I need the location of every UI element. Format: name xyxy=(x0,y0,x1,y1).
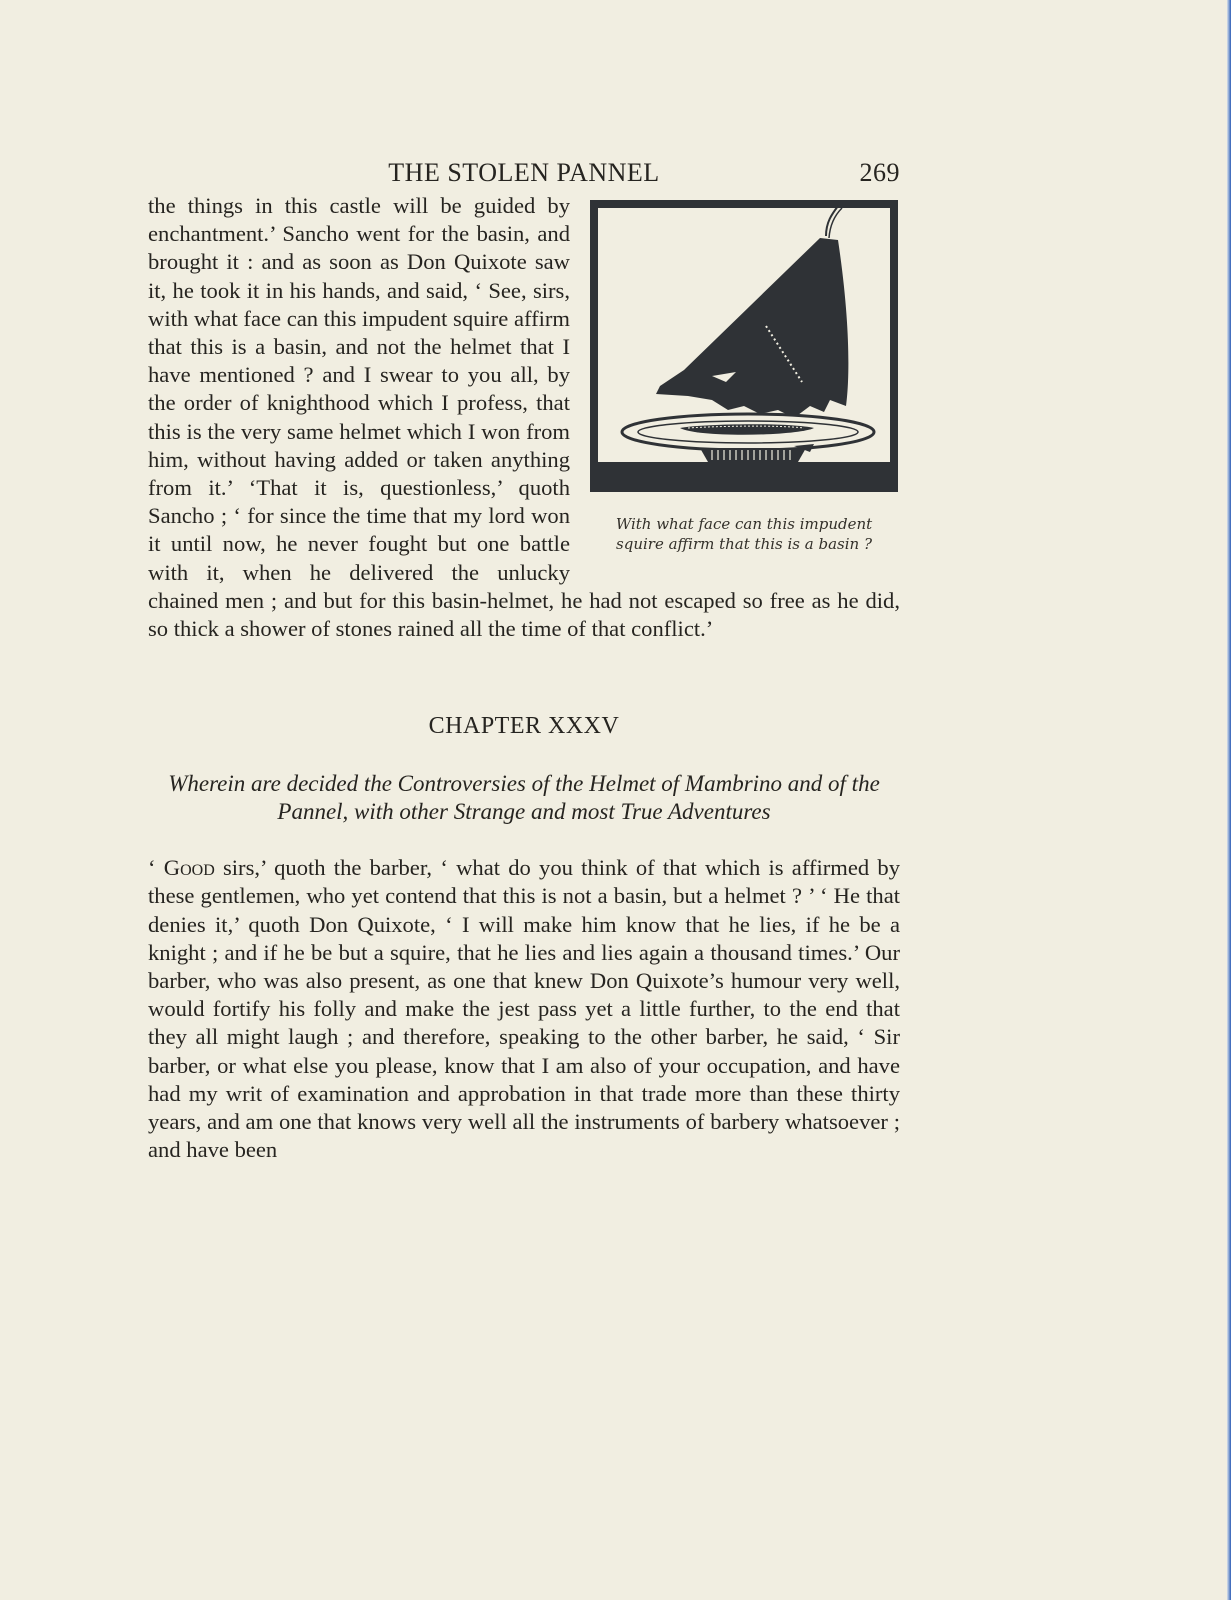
running-head xyxy=(148,152,900,192)
illustration xyxy=(588,200,900,554)
passage-two-text: sirs,’ quoth the barber, ‘ what do you think of that which is affirmed by these gentlemen, who yet contend that this is not a basin, but a helmet ? ’ ‘ He that denies it,’ quoth Don Quixote, ‘ I will make him know that he lies, if he be a knight ; and if he be but a squire, that he lies and lies again a thousand times.’ Our barber, who was also present, as one that knew Don Quixote’s humour very well, would fortify his folly and make the jest pass yet a little further, to the end that they all might laugh ; and therefore, speaking to the other barber, he said, ‘ Sir barber, or what else you please, know that I am also of your occupation, and have had my writ of examination and approbation in that trade more than these thirty years, and am one that knows very well all the instruments of barbery whatsoever ; and have been xyxy=(148,855,900,1163)
page-edge xyxy=(1227,0,1231,1600)
caption-line-2: squire affirm that this is a basin ? xyxy=(616,535,872,553)
passage-two xyxy=(148,854,900,1164)
chapter-subtitle: Wherein are decided the Controversies of the Helmet of Mambrino and of the Pannel, with other Strange and most True Adventures xyxy=(168,771,880,825)
running-head-title: THE STOLEN PANNEL xyxy=(388,158,660,187)
opening-word: Good xyxy=(163,855,215,881)
illustration-caption xyxy=(588,514,900,554)
chapter-heading: CHAPTER XXXV xyxy=(428,713,620,740)
passage-one: the things in this castle will be guided by enchantment.’ Sancho went for the basin, and brought it : and as soon as Don Quixote saw it, he took it in his hands, and said, ‘ See, sirs, with what face can this impudent squire affirm that this is a basin, and not the helmet that I have mentioned ? and I swear to you all, by the order of knighthood which I profess, that this is the very same helmet which I won from him, without having added or taken anything from it.’ ‘That it is, questionless,’ quoth Sancho ; ‘ for since the time that my lord won it until now, he never fought but one battle with it, when he delivered the unlucky chained men ; and but for this basin-helmet, he had not escaped so free as he did, so thick a shower of stones rained all the time of that conflict.’ xyxy=(148,193,900,642)
opening-quote: ‘ xyxy=(148,855,164,881)
page-number: 269 xyxy=(859,158,900,187)
book-page xyxy=(148,152,900,1164)
caption-line-1: With what face can this impudent xyxy=(615,515,873,533)
helmet-basin-woodcut xyxy=(588,200,900,502)
